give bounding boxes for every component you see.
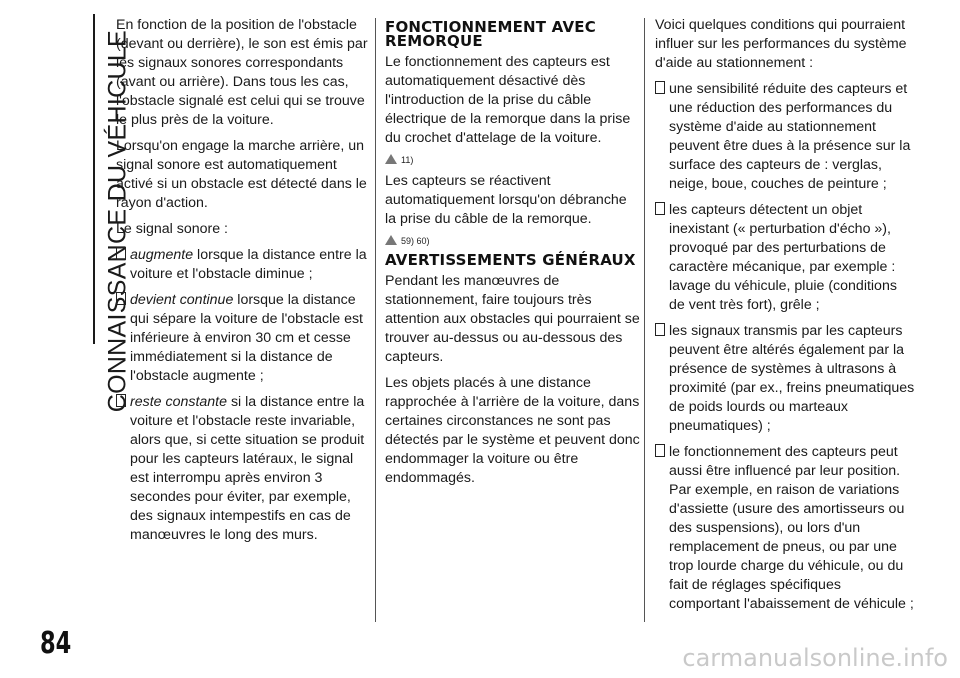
section-title	[57, 30, 131, 413]
list-item-emphasis: augmente	[130, 247, 194, 263]
note-reference-text: 11)	[401, 155, 414, 165]
checkbox-bullet-icon	[655, 202, 665, 215]
section-heading: FONCTIONNEMENT AVEC REMORQUE	[385, 18, 596, 50]
checkbox-bullet-icon	[116, 247, 126, 260]
column-2	[385, 16, 641, 495]
checkbox-bullet-icon	[655, 81, 665, 94]
list-item-text: lorsque la distance qui sépare la voiture de l'obstacle est inférieure à environ 30 cm et cesse immédiatement si la distance de l'obstacle augmente ;	[130, 292, 363, 384]
section-title-text: CONNAISSANCE DU VÉHICULE	[103, 30, 131, 413]
paragraph: Les capteurs se réactivent automatiquement lorsqu'on débranche la prise du câble de la remorque.	[385, 173, 627, 227]
list-item-emphasis: devient continue	[130, 292, 234, 308]
page-number: 84	[40, 626, 72, 661]
list-item-text: si la distance entre la voiture et l'obstacle reste invariable, alors que, si cette situation se produit pour les capteurs latéraux, le signal est interrompu après environ 3 secondes pour éviter, par exemple, des signaux intempestifs en cas de manœuvres le long des murs.	[130, 394, 365, 543]
column-divider	[644, 18, 645, 622]
paragraph: Le signal sonore :	[116, 221, 228, 237]
checkbox-bullet-icon	[116, 394, 126, 407]
paragraph: Le fonctionnement des capteurs est automatiquement désactivé dès l'introduction de la prise du câble électrique de la remorque dans la prise du crochet d'attelage de la voiture.	[385, 54, 631, 146]
list-item	[655, 201, 915, 315]
paragraph: Pendant les manœuvres de stationnement, faire toujours très attention aux obstacles qui pourraient se trouver au-dessus ou au-dessous des capteurs.	[385, 273, 640, 365]
checkbox-bullet-icon	[655, 444, 665, 457]
list-item-text: le fonctionnement des capteurs peut aussi être influencé par leur position. Par exemple, en raison de variations d'assiette (usure des amortisseurs ou des suspensions), ou lors d'un remplacement de pneus, ou par une trop lourde charge du véhicule, ou du fait de réglages spécifiques comportant l'abaissement de véhicule ;	[669, 444, 914, 612]
list-item	[116, 291, 370, 386]
list-item	[655, 80, 915, 194]
list-item-emphasis: reste constante	[130, 394, 228, 410]
list-item-text: les capteurs détectent un objet inexistant (« perturbation d'écho »), provoqué par des perturbations de caractère mécanique, par exemple : lavage du véhicule, pluie (conditions de vent très fort), grêle ;	[669, 202, 897, 313]
list-item	[116, 393, 370, 545]
note-reference	[385, 235, 641, 247]
paragraph: Lorsqu'on engage la marche arrière, un signal sonore est automatiquement activé si un obstacle est détecté dans le rayon d'action.	[116, 138, 367, 211]
watermark: carmanualsonline.info	[682, 644, 948, 672]
note-reference-text: 59) 60)	[401, 236, 430, 246]
column-1	[116, 16, 370, 552]
section-divider	[93, 14, 95, 344]
list-item	[655, 322, 915, 436]
paragraph: Voici quelques conditions qui pourraient influer sur les performances du système d'aide au stationnement :	[655, 17, 907, 71]
warning-icon	[385, 235, 397, 245]
list-item	[655, 443, 915, 614]
paragraph: Les objets placés à une distance rapprochée à l'arrière de la voiture, dans certaines circonstances ne sont pas détectés par le système et peuvent donc endommager la voiture ou être endommagés.	[385, 375, 640, 486]
column-divider	[375, 18, 376, 622]
note-reference	[385, 154, 641, 166]
list-item-text: les signaux transmis par les capteurs peuvent être altérés également par la présence de systèmes à ultrasons à proximité (par ex., freins pneumatiques de poids lourds ou marteaux pneumatiques) ;	[669, 323, 915, 434]
warning-icon	[385, 154, 397, 164]
checkbox-bullet-icon	[116, 292, 126, 305]
section-heading: AVERTISSEMENTS GÉNÉRAUX	[385, 251, 636, 269]
checkbox-bullet-icon	[655, 323, 665, 336]
list-item-text: une sensibilité réduite des capteurs et une réduction des performances du système d'aide au stationnement peuvent être dues à la présence sur la surface des capteurs de : verglas, neige, boue, couches de peinture ;	[669, 81, 911, 192]
column-3	[655, 16, 915, 621]
list-item	[116, 246, 370, 284]
paragraph: En fonction de la position de l'obstacle (devant ou derrière), le son est émis par les signaux sonores correspondants (avant ou arrière). Dans tous les cas, l'obstacle signalé est celui qui se trouve le plus près de la voiture.	[116, 17, 368, 128]
list-item-text: lorsque la distance entre la voiture et l'obstacle diminue ;	[130, 247, 367, 282]
